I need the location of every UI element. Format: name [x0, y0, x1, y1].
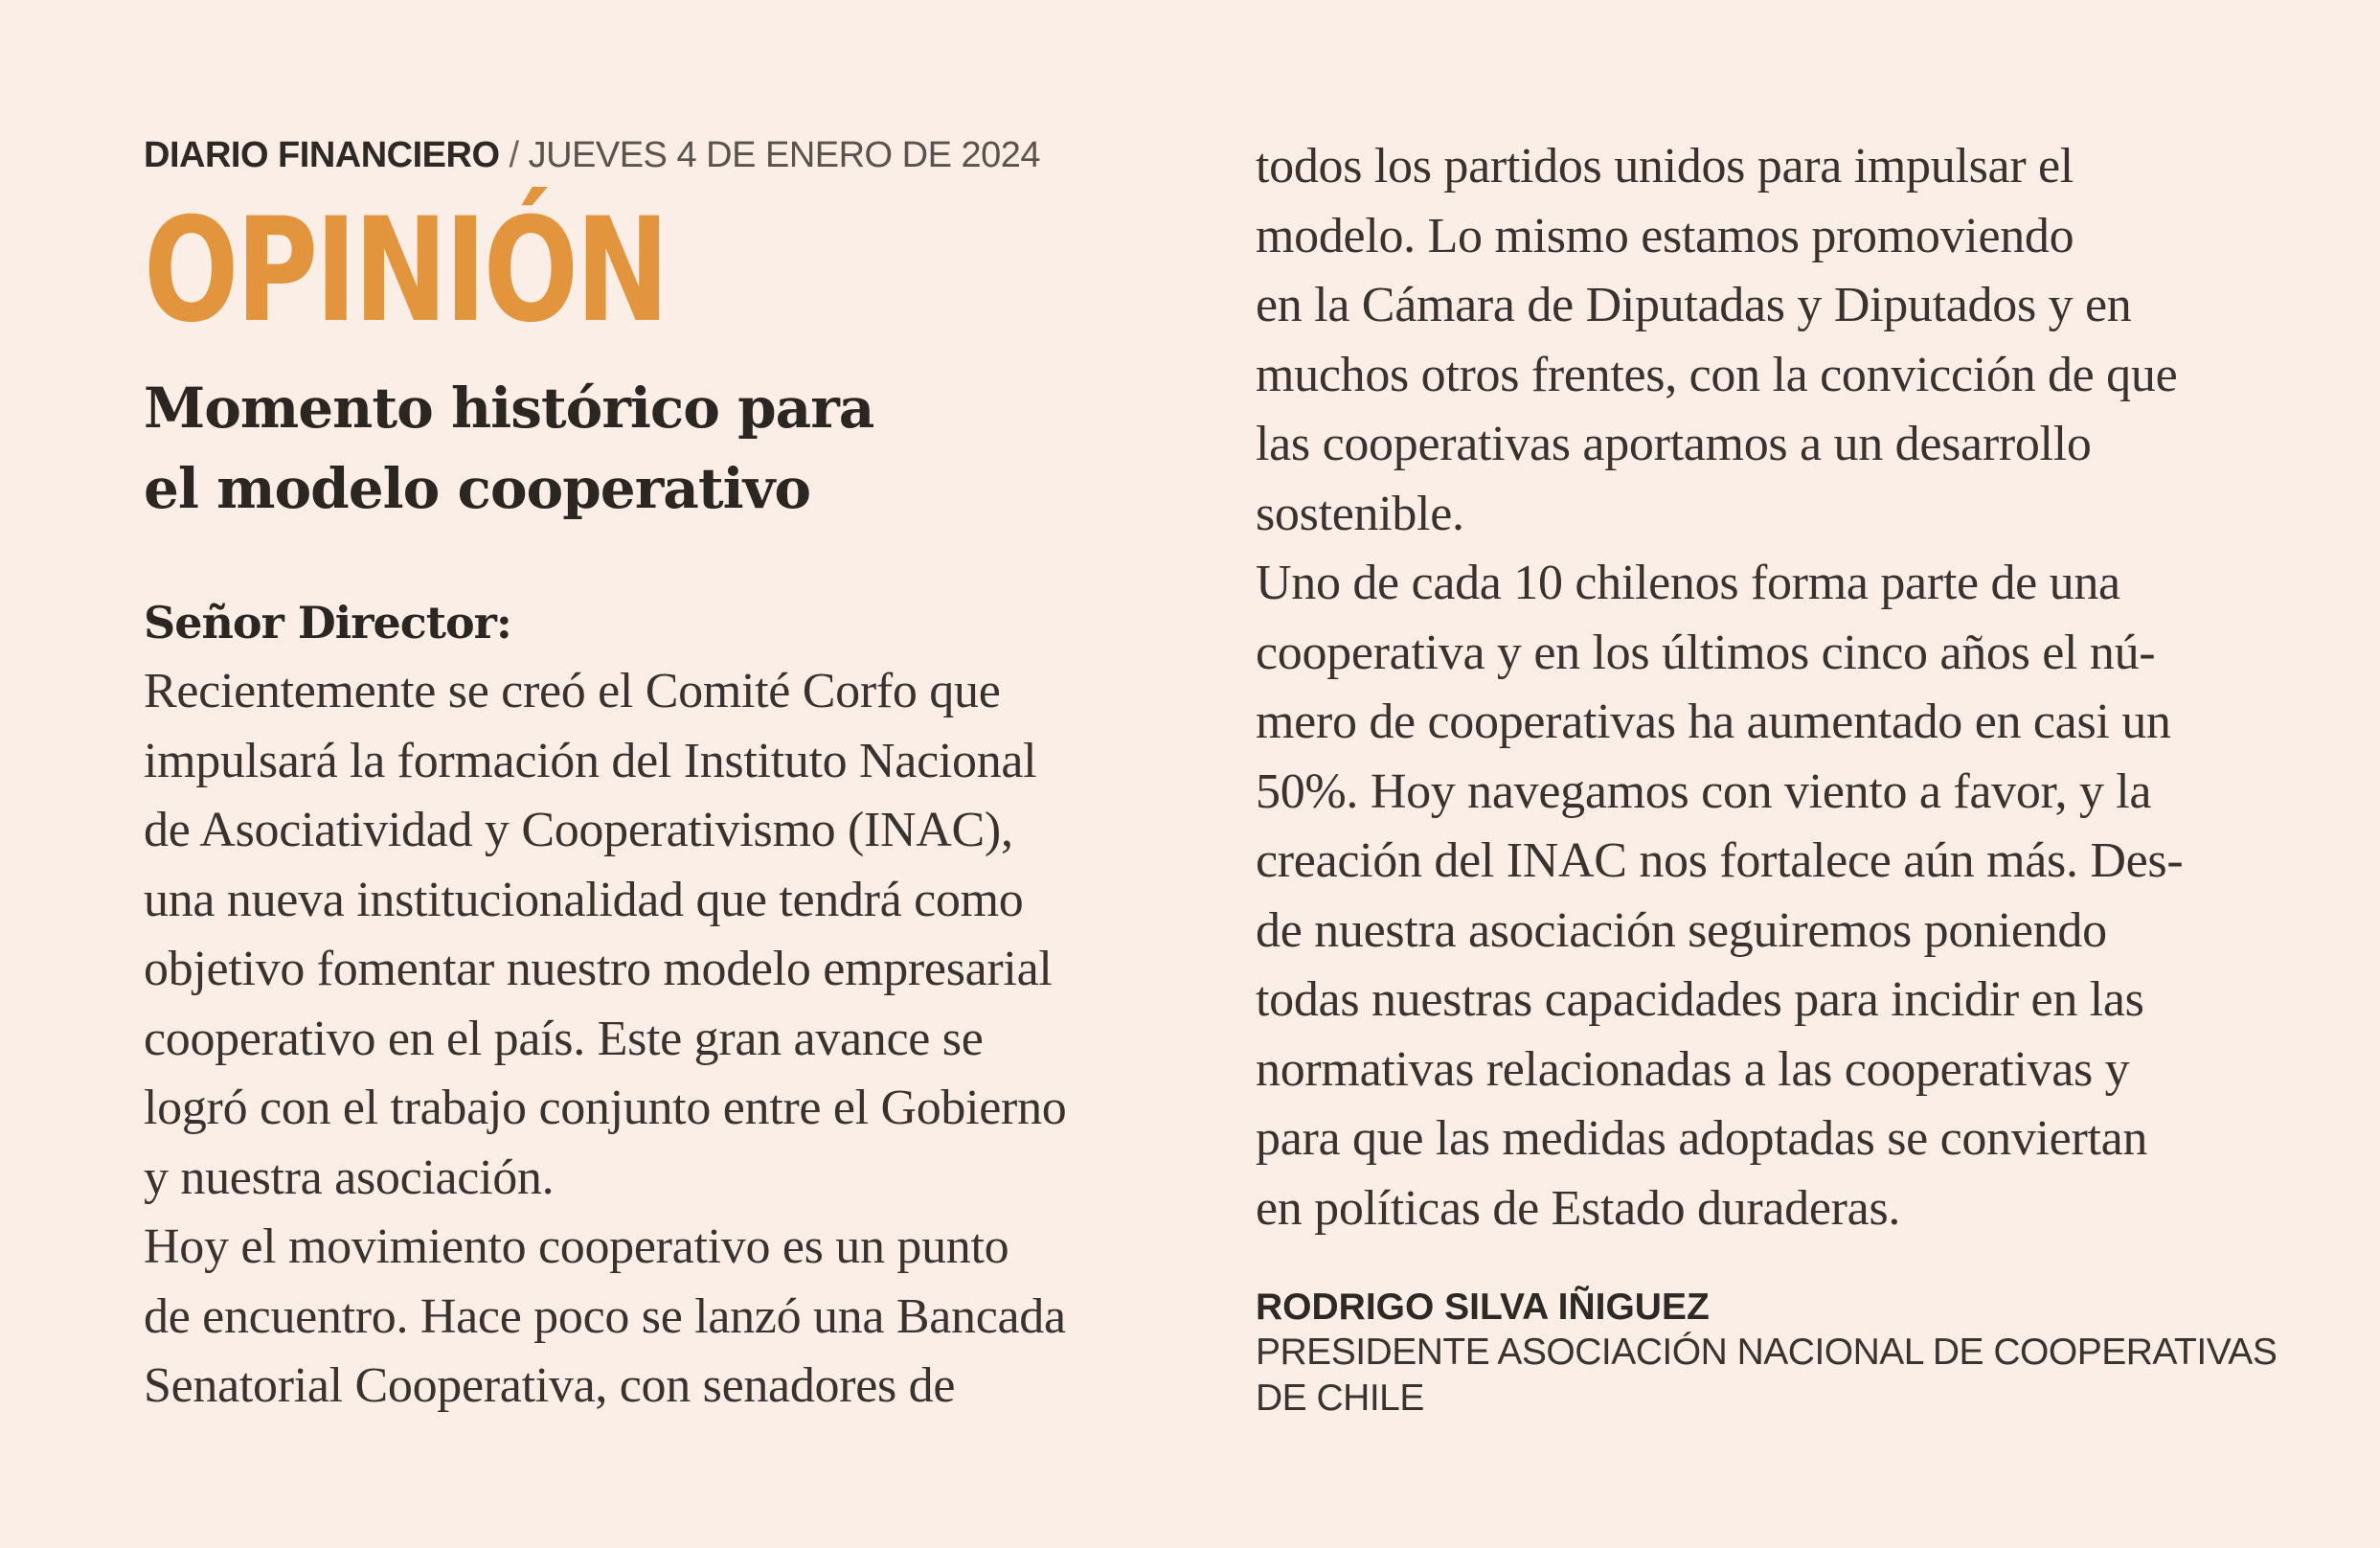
left-column — [144, 132, 1188, 1422]
body-line: cooperativa y en los últimos cinco años el nú- — [1256, 625, 2156, 680]
body-line: cooperativo en el país. Este gran avance se — [144, 1011, 984, 1066]
body-line: muchos otros frentes, con la convicción de que — [1256, 347, 2178, 402]
section-title: OPINIÓN — [144, 188, 667, 354]
body-line: en políticas de Estado duraderas. — [1256, 1180, 1901, 1236]
body-line: impulsará la formación del Instituto Nacional — [144, 733, 1037, 788]
body-line: para que las medidas adoptadas se conviertan — [1256, 1111, 2148, 1166]
body-line: creación del INAC nos fortalece aún más. Des- — [1256, 833, 2184, 888]
body-line: sostenible. — [1256, 486, 1464, 541]
body-line: las cooperativas aportamos a un desarrollo — [1256, 417, 2092, 471]
body-line: mero de cooperativas ha aumentado en casi un — [1256, 694, 2171, 749]
body-line: en la Cámara de Diputadas y Diputados y en — [1256, 278, 2132, 332]
author-name: RODRIGO SILVA IÑIGUEZ — [1256, 1286, 1710, 1328]
body-line: logró con el trabajo conjunto entre el Gobierno — [144, 1081, 1067, 1135]
article-headline — [144, 368, 1188, 529]
body-line: modelo. Lo mismo estamos promoviendo — [1256, 208, 2074, 263]
right-column — [1256, 132, 2309, 1422]
headline-line-1: Momento histórico para — [144, 376, 874, 441]
body-line: 50%. Hoy navegamos con viento a favor, y la — [1256, 763, 2152, 819]
author-title: PRESIDENTE ASOCIACIÓN NACIONAL DE COOPERATIVAS DE CHILE — [1256, 1332, 2278, 1419]
right-body-text — [1256, 132, 2309, 1243]
body-line: de Asociatividad y Cooperativismo (INAC), — [144, 803, 1013, 857]
body-line: Senatorial Cooperativa, con senadores de — [144, 1358, 956, 1413]
body-line: Uno de cada 10 chilenos forma parte de una — [1256, 556, 2120, 610]
body-line: de nuestra asociación seguiremos poniendo — [1256, 902, 2107, 958]
left-body-text — [144, 657, 1188, 1422]
salutation: Señor Director: — [144, 597, 511, 649]
body-line: Hoy el movimiento cooperativo es un punto — [144, 1219, 1009, 1274]
masthead — [144, 132, 1188, 178]
body-line: y nuestra asociación. — [144, 1150, 555, 1205]
headline-line-2: el modelo cooperativo — [144, 456, 811, 521]
body-line: una nueva institucionalidad que tendrá como — [144, 872, 1024, 927]
publication-name: DIARIO FINANCIERO — [144, 135, 500, 175]
publication-date: JUEVES 4 DE ENERO DE 2024 — [528, 135, 1041, 175]
masthead-separator: / — [509, 135, 519, 175]
body-line: objetivo fomentar nuestro modelo empresarial — [144, 942, 1053, 996]
body-line: de encuentro. Hace poco se lanzó una Bancada — [144, 1288, 1066, 1344]
body-line: normativas relacionadas a las cooperativas y — [1256, 1041, 2130, 1097]
author-signature — [1256, 1286, 2309, 1422]
body-line: todas nuestras capacidades para incidir en las — [1256, 972, 2144, 1027]
body-line: todos los partidos unidos para impulsar el — [1256, 139, 2074, 194]
body-line: Recientemente se creó el Comité Corfo que — [144, 664, 1001, 718]
